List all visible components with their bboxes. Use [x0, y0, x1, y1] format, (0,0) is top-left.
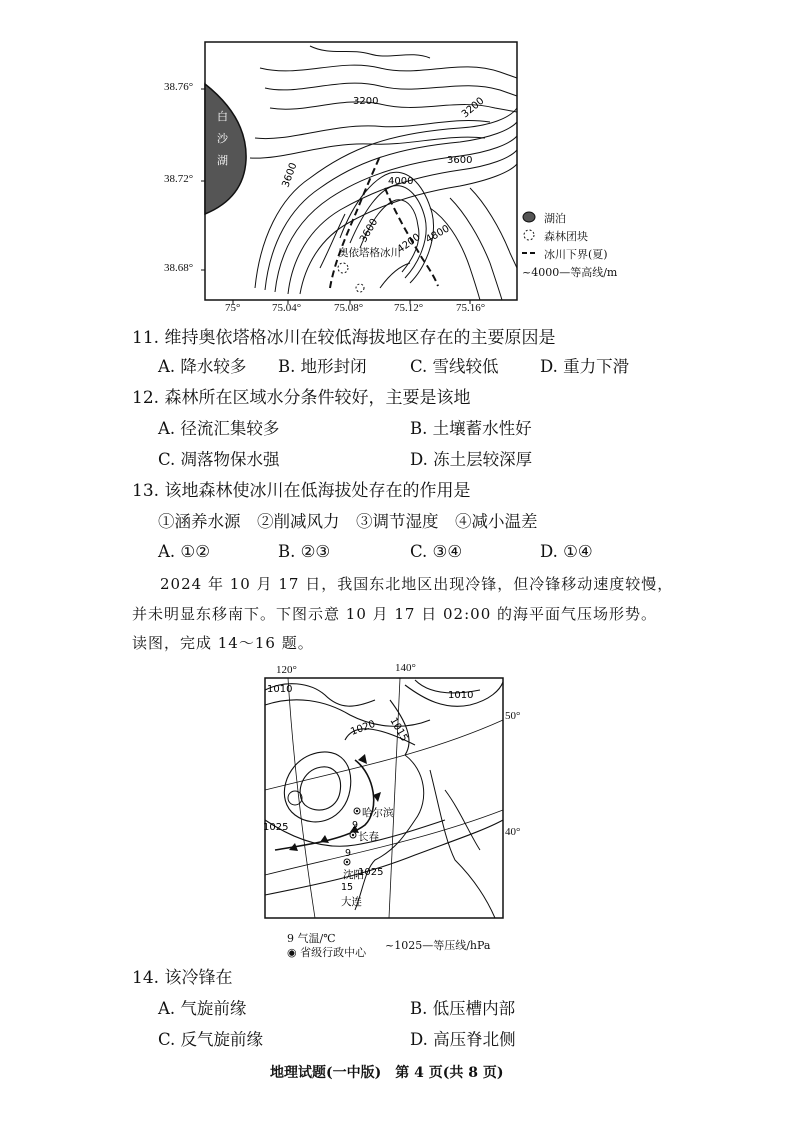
capital-icon: ◉	[287, 946, 297, 959]
contour-label: 3200	[459, 95, 487, 121]
passage-line-1: 2024 年 10 月 17 日，我国东北地区出现冷锋，但冷锋移动速度较慢，	[160, 575, 674, 593]
contour-label: 3200	[353, 96, 379, 107]
legend-contour-label: 等高线/m	[570, 266, 618, 279]
city-harbin: 哈尔滨	[362, 807, 394, 819]
city-changchun-temp: 9	[345, 848, 352, 859]
q12-option-d[interactable]: D. 冻土层较深厚	[410, 450, 533, 469]
q14-option-c[interactable]: C. 反气旋前缘	[158, 1030, 264, 1049]
lon-tick: 75.12°	[394, 302, 424, 314]
map2-legend-isobar: ~1025—等压线/hPa	[385, 939, 491, 952]
city-changchun: 长春	[358, 831, 379, 843]
isobar-label: 1025	[263, 822, 289, 833]
q13-statements: ①涵养水源 ②削减风力 ③调节湿度 ④减小温差	[158, 512, 538, 531]
contour-label: 3600	[447, 155, 473, 166]
legend-contour-sample: 4000	[531, 266, 560, 279]
legend-contour: ~4000—等高线/m	[522, 266, 618, 279]
q13-option-b[interactable]: B. ②③	[278, 542, 331, 561]
lat-tick: 38.72°	[164, 173, 194, 185]
lake-label-1: 白	[217, 110, 228, 123]
lake-label-2: 沙	[217, 132, 228, 145]
contour-label: 4000	[388, 176, 414, 187]
lon-tick: 75.04°	[272, 302, 302, 314]
question-11-stem: 11. 维持奥依塔格冰川在较低海拔地区存在的主要原因是	[132, 328, 556, 348]
city-dalian: 大连	[341, 896, 362, 908]
lon-tick: 75.16°	[456, 302, 486, 314]
city-shenyang: 沈阳	[343, 869, 364, 881]
pressure-map	[255, 660, 535, 930]
q13-option-a[interactable]: A. ①②	[158, 542, 210, 561]
contour-label: 4800	[424, 223, 452, 246]
legend-lake: 湖泊	[544, 212, 566, 225]
map2-legend-capital	[287, 944, 366, 960]
map2-lon-tick: 140°	[395, 662, 416, 674]
map2-lat-tick: 50°	[505, 710, 521, 722]
legend-capital-label: 省级行政中心	[300, 946, 367, 959]
q12-option-b[interactable]: B. 土壤蓄水性好	[410, 419, 532, 438]
contour-label: 4200	[395, 231, 423, 256]
q11-option-d[interactable]: D. 重力下滑	[540, 357, 630, 376]
map1-frame	[205, 42, 517, 300]
contour-label: 3600	[280, 161, 300, 190]
q14-option-b[interactable]: B. 低压槽内部	[410, 999, 516, 1018]
lon-tick: 75°	[225, 302, 241, 314]
passage-line-3: 读图，完成 14～16 题。	[132, 634, 314, 652]
city-dalian-temp: 15	[341, 882, 354, 893]
q14-option-d[interactable]: D. 高压脊北侧	[410, 1030, 516, 1049]
q13-option-c[interactable]: C. ③④	[410, 542, 463, 561]
q11-option-b[interactable]: B. 地形封闭	[278, 357, 367, 376]
legend-temp-label: 气温/℃	[297, 932, 336, 945]
isobar-label: 1015	[387, 716, 410, 744]
passage-line-2: 并未明显东移南下。下图示意 10 月 17 日 02:00 的海平面气压场形势。	[132, 605, 658, 623]
legend-isobar-sample: 1025	[394, 939, 423, 952]
q13-option-d[interactable]: D. ①④	[540, 542, 593, 561]
lat-tick: 38.76°	[164, 81, 194, 93]
isobar-label: 1025	[358, 867, 384, 878]
isobar-label: 1010	[267, 684, 293, 695]
legend-isobar-label: 等压线/hPa	[433, 939, 491, 952]
isobar-label: 1020	[349, 718, 377, 738]
city-harbin-temp: 9	[352, 820, 359, 831]
forest-legend-icon	[524, 230, 534, 240]
isobar-label: 1010	[448, 690, 474, 701]
question-14-stem: 14. 该冷锋在	[132, 968, 233, 988]
q14-option-a[interactable]: A. 气旋前缘	[158, 999, 247, 1018]
q12-option-c[interactable]: C. 凋落物保水强	[158, 450, 280, 469]
q12-option-a[interactable]: A. 径流汇集较多	[158, 419, 280, 438]
lake-label-3: 湖	[217, 154, 228, 167]
page-footer: 地理试题(一中版) 第 4 页(共 8 页)	[270, 1065, 504, 1081]
lat-tick: 38.68°	[164, 262, 194, 274]
question-12-stem: 12. 森林所在区域水分条件较好，主要是该地	[132, 388, 471, 408]
q11-option-c[interactable]: C. 雪线较低	[410, 357, 499, 376]
legend-forest: 森林团块	[544, 230, 588, 243]
map2-lon-tick: 120°	[276, 664, 297, 676]
lake-legend-icon	[523, 212, 535, 222]
contour-label: 3600	[358, 216, 381, 245]
map2-lat-tick: 40°	[505, 826, 521, 838]
lon-tick: 75.08°	[334, 302, 364, 314]
legend-glacier-line: 冰川下界(夏)	[544, 248, 608, 261]
glacier-label: 奥依塔格冰川	[338, 247, 401, 259]
map1-legend	[520, 208, 640, 288]
q11-option-a[interactable]: A. 降水较多	[158, 357, 247, 376]
question-13-stem: 13. 该地森林使冰川在低海拔处存在的作用是	[132, 481, 471, 501]
pressure-map-svg	[255, 660, 535, 930]
legend-temp-sample: 9	[287, 932, 294, 945]
